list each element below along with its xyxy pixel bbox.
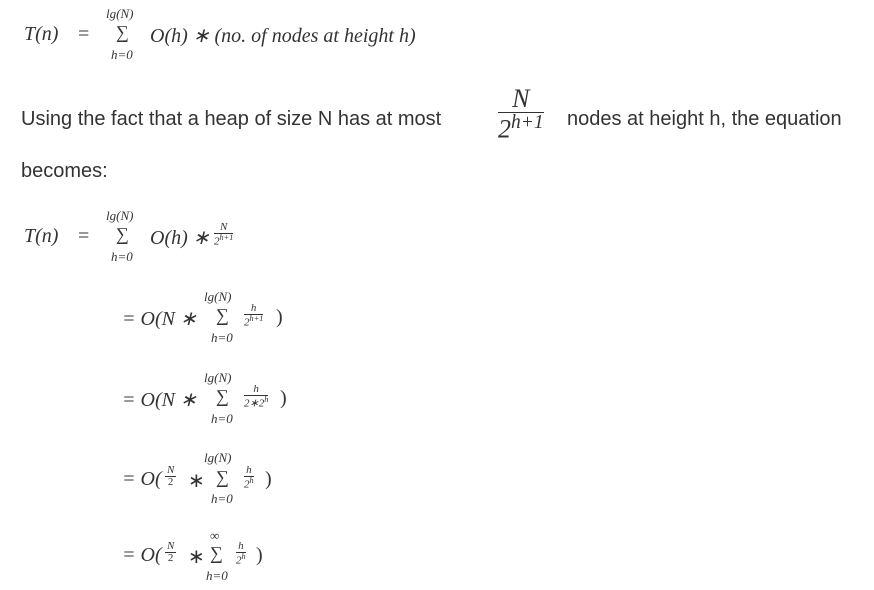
- step4-frac-den-base: 2: [236, 554, 242, 567]
- step4-upper-limit: ∞: [210, 528, 220, 543]
- prose-frac-numerator: N: [498, 86, 544, 113]
- eq2-fraction: [214, 222, 233, 248]
- step1-lower-limit: h=0: [211, 330, 233, 345]
- step4-prefix: = O(: [122, 544, 162, 566]
- step3-prefix: = O(: [122, 468, 162, 490]
- step4-mul: ∗: [188, 546, 205, 568]
- eq2-lhs: T(n): [24, 225, 59, 247]
- step3-half-fraction: [165, 465, 176, 489]
- step3-half-numerator: N: [167, 464, 175, 476]
- step3-mul: ∗: [188, 470, 205, 492]
- step4-frac-den-exp: h: [241, 552, 246, 561]
- step1-close-paren: ): [276, 306, 283, 328]
- eq1-upper-limit: lg(N): [106, 6, 134, 21]
- step4-fraction: [236, 541, 246, 567]
- eq2-equals: =: [78, 225, 90, 247]
- step2-lower-limit: h=0: [211, 411, 233, 426]
- eq2-frac-den-exp: h+1: [219, 233, 234, 242]
- eq1-term: O(h) ∗ (no. of nodes at height h): [150, 25, 416, 47]
- prose-frac-den-exp: h+1: [511, 112, 544, 133]
- step1-prefix: = O(N ∗: [122, 308, 197, 330]
- step2-fraction: [244, 384, 268, 410]
- step4-sigma: ∑: [210, 543, 223, 563]
- step2-frac-den-base: 2∗2: [244, 397, 265, 410]
- step3-close-paren: ): [265, 468, 272, 490]
- eq1-equals: =: [78, 23, 90, 45]
- step2-frac-den-exp: h: [264, 395, 269, 404]
- step1-upper-limit: lg(N): [204, 289, 232, 304]
- step1-fraction: [244, 303, 263, 329]
- step2-upper-limit: lg(N): [204, 370, 232, 385]
- step2-prefix: = O(N ∗: [122, 389, 197, 411]
- prose-fraction: [498, 86, 544, 143]
- eq1-sigma: ∑: [116, 22, 129, 42]
- prose-frac-den-base: 2: [498, 114, 511, 144]
- prose-after: nodes at height h, the equation: [567, 108, 842, 130]
- step1-frac-den-base: 2: [244, 316, 250, 329]
- step1-frac-numerator: h: [244, 303, 263, 315]
- step3-half-denominator: 2: [167, 476, 174, 488]
- step2-frac-numerator: h: [244, 384, 268, 396]
- eq2-sigma: ∑: [116, 224, 129, 244]
- step1-sigma: ∑: [216, 305, 229, 325]
- step4-close-paren: ): [256, 544, 263, 566]
- step4-lower-limit: h=0: [206, 568, 228, 583]
- eq2-upper-limit: lg(N): [106, 208, 134, 223]
- eq1-lhs: T(n): [24, 23, 59, 45]
- step3-fraction: [244, 465, 254, 491]
- prose-line2: becomes:: [21, 160, 108, 182]
- step4-frac-numerator: h: [236, 541, 246, 553]
- step2-close-paren: ): [280, 387, 287, 409]
- step4-half-denominator: 2: [167, 552, 174, 564]
- eq2-lower-limit: h=0: [111, 249, 133, 264]
- step3-lower-limit: h=0: [211, 491, 233, 506]
- eq2-frac-numerator: N: [214, 222, 233, 234]
- step3-frac-numerator: h: [244, 465, 254, 477]
- eq2-frac-den-base: 2: [214, 235, 220, 248]
- step2-sigma: ∑: [216, 386, 229, 406]
- step4-half-fraction: [165, 541, 176, 565]
- eq2-term: O(h) ∗: [150, 227, 210, 249]
- step1-frac-den-exp: h+1: [249, 314, 264, 323]
- prose-before: Using the fact that a heap of size N has at most: [21, 108, 442, 130]
- step3-sigma: ∑: [216, 467, 229, 487]
- step4-half-numerator: N: [167, 540, 175, 552]
- step3-upper-limit: lg(N): [204, 450, 232, 465]
- step3-frac-den-exp: h: [249, 476, 254, 485]
- eq1-lower-limit: h=0: [111, 47, 133, 62]
- step3-frac-den-base: 2: [244, 478, 250, 491]
